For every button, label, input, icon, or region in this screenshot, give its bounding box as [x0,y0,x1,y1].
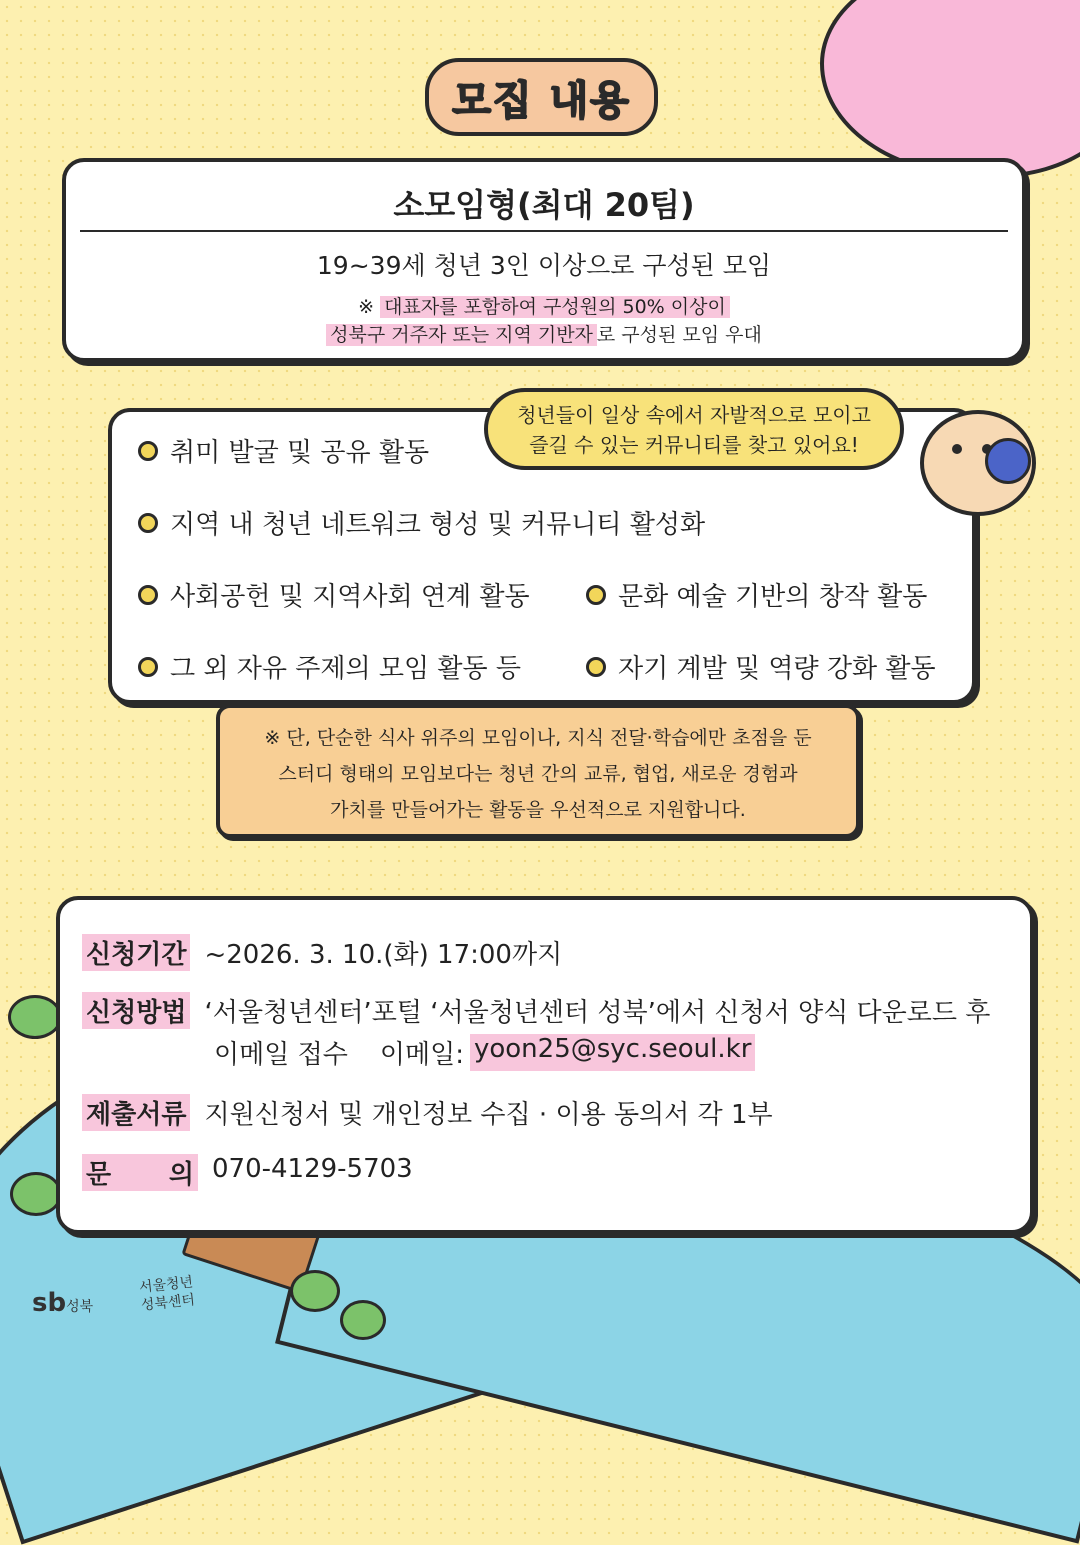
docs-value: 지원신청서 및 개인정보 수집 · 이용 동의서 각 1부 [204,1100,773,1130]
note-suffix: 로 구성된 모임 우대 [596,324,762,346]
bush-icon [8,995,62,1039]
speech-bubble [484,388,904,470]
cherry-tree-illustration [820,0,1080,178]
bubble-line2: 즐길 수 있는 커뮤니티를 찾고 있어요! [529,433,859,457]
bullet-icon [138,513,158,533]
recruit-type-subtitle: 19~39세 청년 3인 이상으로 구성된 모임 [316,251,772,280]
preference-note-line1 [66,292,1022,319]
activity-item: 문화 예술 기반의 창작 활동 [586,576,927,613]
note-highlight-1: 대표자를 포함하여 구성원의 50% 이상이 [380,296,730,318]
period-label: 신청기간 [82,934,190,971]
note-highlight-2: 성북구 거주자 또는 지역 기반자 [326,324,597,346]
notice-line3: 가치를 만들어가는 활동을 우선적으로 지원합니다. [330,799,746,821]
period-row [82,934,562,971]
contact-value: 070-4129-5703 [212,1154,413,1184]
recruit-type-title: 소모임형(최대 20팀) [393,186,695,224]
docs-label: 제출서류 [82,1094,190,1131]
notice-line2: 스터디 형태의 모임보다는 청년 간의 교류, 협업, 새로운 경험과 [278,763,798,785]
email-label: 이메일: [379,1040,464,1070]
activity-item: 사회공헌 및 지역사회 연계 활동 [138,576,530,613]
bird-eye [952,444,962,454]
method-row [82,992,990,1029]
activity-item: 취미 발굴 및 공유 활동 [138,432,429,469]
activity-item: 지역 내 청년 네트워크 형성 및 커뮤니티 활성화 [138,504,705,541]
activity-item: 자기 계발 및 역량 강화 활동 [586,648,936,685]
method-row-2 [214,1034,755,1071]
divider [80,230,1008,232]
bush-icon [10,1172,62,1216]
notice-line1: ※ 단, 단순한 식사 위주의 모임이나, 지식 전달·학습에만 초점을 둔 [264,727,812,749]
bullet-icon [138,441,158,461]
activity-item: 그 외 자유 주제의 모임 활동 등 [138,648,521,685]
bush-icon [340,1300,386,1340]
bullet-icon [586,657,606,677]
bullet-icon [586,585,606,605]
sb-logo: sb성북 [32,1288,94,1318]
method-label: 신청방법 [82,992,190,1029]
bullet-icon [138,585,158,605]
notice-box [216,704,860,838]
page-title: 모집 내용 [425,58,658,136]
contact-label: 문 의 [82,1154,198,1191]
method-value-2: 이메일 접수 [214,1040,348,1070]
bullet-icon [138,657,158,677]
docs-row [82,1094,773,1131]
recruit-type-card [62,158,1026,362]
note-prefix: ※ [358,296,381,318]
flower-icon [985,438,1031,484]
period-value: ~2026. 3. 10.(화) 17:00까지 [204,940,563,970]
contact-row [82,1154,413,1191]
seoul-youth-center-logo: 서울청년 성북센터 [138,1274,196,1314]
preference-note-line2 [66,320,1022,347]
application-info-card [56,896,1034,1234]
email-link[interactable]: yoon25@syc.seoul.kr [470,1034,755,1071]
bush-icon [290,1270,340,1312]
bubble-line1: 청년들이 일상 속에서 자발적으로 모이고 [517,403,871,427]
method-value: ‘서울청년센터’포털 ‘서울청년센터 성북’에서 신청서 양식 다운로드 후 [204,998,991,1028]
